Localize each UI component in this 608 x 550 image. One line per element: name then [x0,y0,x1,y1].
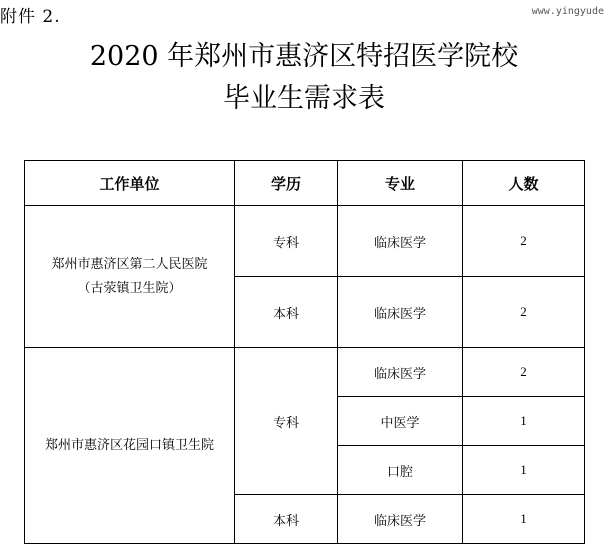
major-cell: 临床医学 [338,348,463,397]
document-title-line1: 2020 年郑州市惠济区特招医学院校 [89,41,519,72]
demand-table [24,160,585,544]
degree-cell: 本科 [235,277,338,348]
count-cell: 1 [463,446,585,495]
column-header-major: 专业 [338,161,463,206]
table-row [25,206,585,277]
count-cell: 2 [463,348,585,397]
major-cell: 临床医学 [338,495,463,544]
degree-cell: 专科 [235,206,338,277]
unit-name-cell [25,348,235,544]
count-cell: 1 [463,397,585,446]
degree-cell: 专科 [235,348,338,495]
attachment-label: 附件 2. [0,7,61,27]
major-cell: 临床医学 [338,206,463,277]
table-row [25,348,585,397]
major-cell: 临床医学 [338,277,463,348]
count-cell: 1 [463,495,585,544]
count-cell: 2 [463,206,585,277]
degree-cell: 本科 [235,495,338,544]
unit-name-line: 郑州市惠济区花园口镇卫生院 [44,437,214,453]
unit-name-cell [25,206,235,348]
table-header-row [25,161,585,206]
unit-name-subline: （古荥镇卫生院） [77,280,182,296]
unit-name-line: 郑州市惠济区第二人民医院 [51,256,208,272]
document-title-line2: 毕业生需求表 [223,83,385,114]
watermark-text: www.yingyude [531,6,604,17]
major-cell: 口腔 [338,446,463,495]
count-cell: 2 [463,277,585,348]
column-header-degree: 学历 [235,161,338,206]
major-cell: 中医学 [338,397,463,446]
column-header-count: 人数 [463,161,585,206]
column-header-unit: 工作单位 [25,161,235,206]
